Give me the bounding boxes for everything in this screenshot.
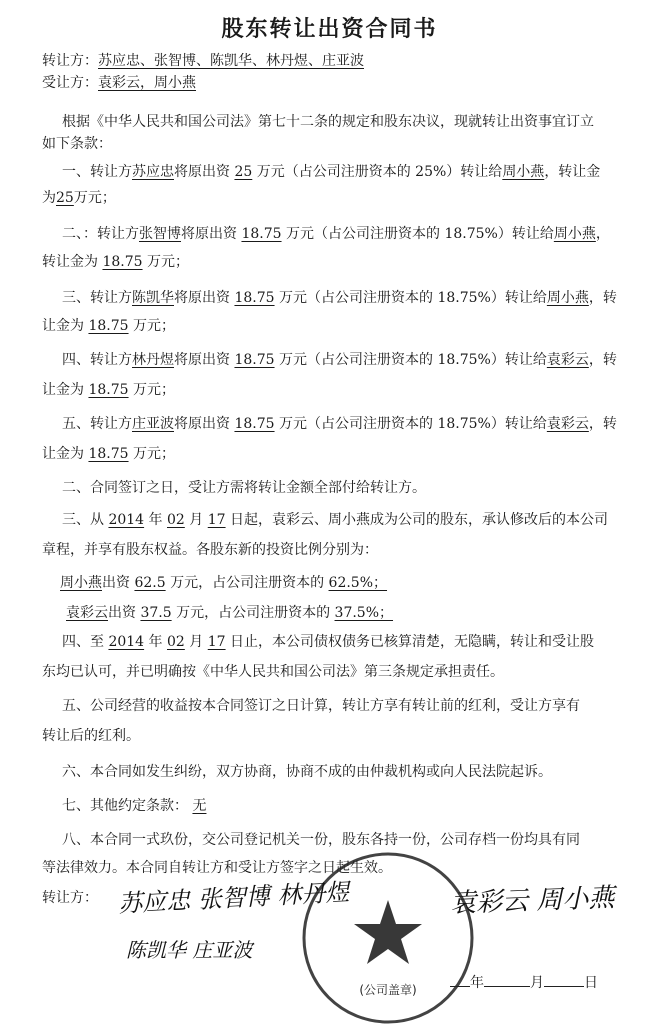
clause-text: ，转 <box>588 352 617 368</box>
signature-transferors-2: 陈凯华 庄亚波 <box>126 938 253 962</box>
page-title: 股东转让出资合同书 <box>221 16 438 42</box>
share-ratio-2 <box>66 602 393 622</box>
clause-text: 万元； <box>133 382 175 398</box>
transferor-name: 张智博 <box>139 226 181 242</box>
clause-text: 万元，占公司注册资本的 <box>170 575 325 591</box>
clause-text: 将原出资 <box>181 226 237 242</box>
amount: 25 <box>234 164 253 180</box>
clause-text: 日起，袁彩云、周小燕成为公司的股东，承认修改后的本公司 <box>230 512 609 528</box>
clause-5-line-1 <box>62 414 619 434</box>
transferor-name: 陈凯华 <box>132 290 174 306</box>
clause-text: 转让金为 <box>42 254 98 270</box>
amount: 18.75 <box>102 254 143 270</box>
clause-text: 将原出资 <box>174 416 230 432</box>
clause-text: 让金为 <box>42 318 84 334</box>
clause-3-line-1 <box>62 288 619 308</box>
transferee-line <box>42 72 196 92</box>
amount: 25 <box>56 190 74 206</box>
date-month: 02 <box>167 634 185 650</box>
transferor-line <box>42 50 364 70</box>
transferee-names: 袁彩云，周小燕 <box>98 75 196 91</box>
clause-text: 万元（占公司注册资本的 18.75%）转让给 <box>279 416 547 432</box>
clause-text: 四、至 <box>62 634 104 650</box>
clause-4-line-2 <box>42 380 619 400</box>
clause-text: 一、转让方 <box>62 164 132 180</box>
transferee-name: 袁彩云 <box>546 352 589 368</box>
percentage: 62.5%； <box>328 575 388 591</box>
percentage: 37.5%； <box>334 605 394 621</box>
transferor-name: 林丹煜 <box>132 352 174 368</box>
amount: 18.75 <box>234 290 275 306</box>
clause-text: 出资 <box>102 575 130 591</box>
clause-text: 四、转让方 <box>62 352 132 368</box>
date-year: 2014 <box>108 634 145 650</box>
amount: 18.75 <box>88 318 129 334</box>
clause-text: 将原出资 <box>174 164 230 180</box>
amount: 62.5 <box>134 575 166 591</box>
clause-text: 月 <box>189 634 204 650</box>
transferee-name: 周小燕 <box>502 164 545 180</box>
clause-text: 万元（占公司注册资本的 18.75%）转让给 <box>279 290 547 306</box>
transferee-name: 周小燕 <box>553 226 596 242</box>
section-6: 六、本合同如发生纠纷，双方协商，协商不成的由仲裁机构或向人民法院起诉。 <box>62 764 552 780</box>
amount: 18.75 <box>88 446 129 462</box>
section-4-line-1 <box>62 632 619 652</box>
date-year: 2014 <box>108 512 145 528</box>
section-3-line-1 <box>62 510 619 530</box>
clause-text: 为 <box>42 190 56 206</box>
shareholder-name: 袁彩云 <box>66 605 108 621</box>
clause-text: 三、从 <box>62 512 104 528</box>
clause-5-line-2 <box>42 444 619 464</box>
clause-text: 万元（占公司注册资本的 18.75%）转让给 <box>279 352 547 368</box>
section-8-line-1: 八、本合同一式玖份，交公司登记机关一份，股东各持一份，公司存档一份均具有同 <box>62 832 580 848</box>
clause-text: 将原出资 <box>174 352 230 368</box>
clause-text: ，转 <box>588 416 617 432</box>
clause-text: 万元（占公司注册资本的 18.75%）转让给 <box>286 226 554 242</box>
section-4-line-2: 东均已认可，并已明确按《中华人民共和国公司法》第三条规定承担责任。 <box>42 664 504 680</box>
date-year-label: 年 <box>470 975 484 991</box>
section-7 <box>62 796 619 816</box>
clause-text: 三、转让方 <box>62 290 132 306</box>
amount: 18.75 <box>234 416 275 432</box>
date-day: 17 <box>207 512 226 528</box>
clause-text: 将原出资 <box>174 290 230 306</box>
date-day: 17 <box>207 634 226 650</box>
clause-text: 五、转让方 <box>62 416 132 432</box>
amount: 37.5 <box>140 605 172 621</box>
transferor-names: 苏应忠、张智博、陈凯华、林丹煜、庄亚波 <box>98 53 364 69</box>
clause-text: 出资 <box>108 605 136 621</box>
seal-label: (公司盖章) <box>359 983 417 997</box>
section-5-line-1: 五、公司经营的收益按本合同签订之日计算，转让方享有转让前的红利，受让方享有 <box>62 698 580 714</box>
clause-text: 让金为 <box>42 382 84 398</box>
clause-text: ， <box>595 226 610 242</box>
clause-text: 万元； <box>73 190 116 206</box>
transferor-name: 庄亚波 <box>132 416 174 432</box>
clause-2-line-2 <box>42 252 619 272</box>
clause-text: 年 <box>148 634 163 650</box>
intro-line-1: 根据《中华人民共和国公司法》第七十二条的规定和股东决议，现就转让出资事宜订立 <box>62 114 594 130</box>
clause-text: ，转让金 <box>544 164 601 180</box>
clause-text: 万元，占公司注册资本的 <box>176 605 331 621</box>
other-terms-value: 无 <box>192 798 207 814</box>
clause-text: 让金为 <box>42 446 84 462</box>
share-ratio-1 <box>60 572 387 592</box>
section-2: 二、合同签订之日，受让方需将转让金额全部付给转让方。 <box>62 480 426 496</box>
clause-2-line-1 <box>62 224 619 244</box>
signature-transferors-1: 苏应忠 张智博 林丹煜 <box>117 877 350 919</box>
clause-text: 日止，本公司债权债务已核算清楚，无隐瞒，转让和受让股 <box>230 634 595 650</box>
clause-text: 七、其他约定条款： <box>62 798 188 814</box>
date-month-label: 月 <box>530 975 544 991</box>
section-8-line-2: 等法律效力。本合同自转让方和受让方签字之日起生效。 <box>42 860 392 876</box>
clause-4-line-1 <box>62 350 619 370</box>
transferee-name: 周小燕 <box>546 290 589 306</box>
section-3-line-2: 章程，并享有股东权益。各股东新的投资比例分别为： <box>42 542 378 558</box>
date-month: 02 <box>167 512 185 528</box>
shareholder-name: 周小燕 <box>60 575 102 591</box>
sign-label: 转让方： <box>42 890 98 906</box>
clause-1-line-2 <box>42 188 619 208</box>
clause-text: 二、：转让方 <box>62 226 139 242</box>
transferee-name: 袁彩云 <box>546 416 589 432</box>
clause-text: 年 <box>148 512 163 528</box>
transferor-name: 苏应忠 <box>132 164 174 180</box>
transferor-label: 转让方： <box>42 53 98 69</box>
amount: 18.75 <box>88 382 129 398</box>
clause-text: ，转 <box>588 290 617 306</box>
intro-line-2: 如下条款： <box>42 136 112 152</box>
signature-transferees: 袁彩云 周小燕 <box>449 883 615 919</box>
transferee-label: 受让方： <box>42 75 98 91</box>
clause-text: 万元； <box>147 254 189 270</box>
clause-text: 月 <box>189 512 204 528</box>
clause-1-line-1 <box>62 162 619 182</box>
amount: 18.75 <box>241 226 282 242</box>
clause-text: 万元； <box>133 446 175 462</box>
sign-date <box>450 972 598 992</box>
clause-text: 万元（占公司注册资本的 25%）转让给 <box>256 164 503 180</box>
clause-3-line-2 <box>42 316 619 336</box>
amount: 18.75 <box>234 352 275 368</box>
section-5-line-2: 转让后的红利。 <box>42 728 140 744</box>
date-day-label: 日 <box>584 975 598 991</box>
clause-text: 万元； <box>133 318 175 334</box>
